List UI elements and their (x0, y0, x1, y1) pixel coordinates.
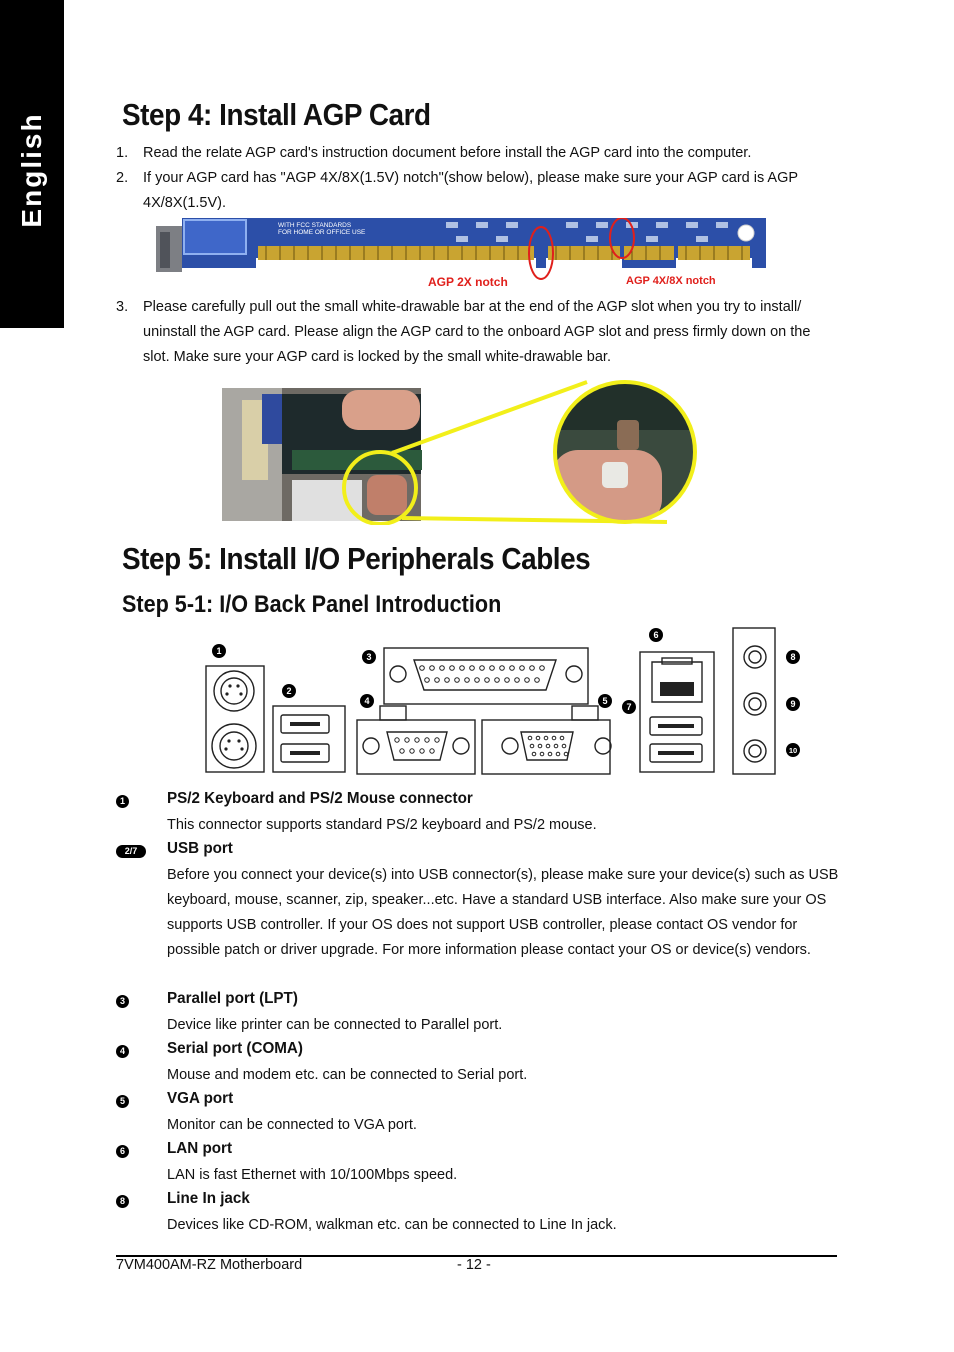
legend-desc-ps2: This connector supports standard PS/2 keyboard and PS/2 mouse. (167, 817, 597, 833)
svg-text:9: 9 (790, 699, 796, 709)
svg-text:10: 10 (788, 746, 798, 755)
panel-marker-6 (649, 628, 663, 642)
legend-marker-6: 6 (116, 1143, 162, 1158)
step5-subtitle: Step 5-1: I/O Back Panel Introduction (122, 591, 502, 618)
panel-marker-2 (282, 684, 296, 698)
pcb-text-1: WITH FCC STANDARDS (278, 222, 352, 229)
step4-item-2-text: If your AGP card has "AGP 4X/8X(1.5V) notch"(show below), please make sure your AGP card is AGP 4X/8X(1.5V). (143, 170, 798, 211)
legend-desc-serial: Mouse and modem etc. can be connected to Serial port. (167, 1067, 528, 1083)
legend-desc-lan: LAN is fast Ethernet with 10/100Mbps speed. (167, 1167, 458, 1183)
panel-marker-4 (360, 694, 374, 708)
svg-text:5: 5 (602, 696, 608, 706)
legend-desc-usb: Before you connect your device(s) into USB connector(s), please make sure your device(s) such as USB keyboard, mouse, scanner, zip, speaker...etc. Have a standard USB interface. Also make sure your OS supports USB controller. If your OS does not support USB controller, please contact OS vendor for possible patch or driver upgrade. For more information please contact your OS or device(s) vendors. (167, 867, 839, 958)
audio-block (733, 628, 775, 774)
agp-card-figure (156, 218, 768, 288)
language-tab (0, 0, 64, 328)
legend-title-line-in: Line In jack (167, 1190, 250, 1207)
card-pcb (182, 218, 766, 268)
legend-title-vga: VGA port (167, 1090, 234, 1107)
legend-title-usb: USB port (167, 840, 233, 857)
pcb-text-2: FOR HOME OR OFFICE USE (278, 229, 366, 236)
legend-marker-4: 4 (116, 1043, 162, 1058)
notch-4x8x-label: AGP 4X/8X notch (626, 275, 716, 287)
step4-item-1-text: Read the relate AGP card's instruction document before install the AGP card into the computer. (143, 145, 752, 161)
svg-text:7: 7 (626, 702, 632, 712)
footer-product: 7VM400AM-RZ Motherboard (116, 1257, 303, 1273)
legend-marker-2-7: 2/7 (116, 843, 162, 858)
step4-title: Step 4: Install AGP Card (122, 97, 431, 132)
svg-text:4: 4 (364, 696, 370, 706)
legend-title-serial: Serial port (COMA) (167, 1040, 303, 1057)
footer-page-number: - 12 - (457, 1257, 491, 1273)
legend-title-parallel: Parallel port (LPT) (167, 990, 298, 1007)
panel-marker-10 (786, 743, 800, 757)
legend-desc-parallel: Device like printer can be connected to Parallel port. (167, 1017, 503, 1033)
step4-item-3-num: 3. (116, 299, 129, 315)
panel-marker-7 (622, 700, 636, 714)
panel-marker-9 (786, 697, 800, 711)
legend-marker-5: 5 (116, 1093, 162, 1108)
legend-desc-vga: Monitor can be connected to VGA port. (167, 1117, 417, 1133)
step5-title: Step 5: Install I/O Peripherals Cables (122, 541, 591, 576)
language-label: English (16, 112, 47, 228)
step4-item-2-num: 2. (116, 170, 129, 186)
svg-text:2: 2 (286, 686, 292, 696)
serial-block (357, 720, 475, 774)
legend-desc-line-in: Devices like CD-ROM, walkman etc. can be connected to Line In jack. (167, 1217, 617, 1233)
panel-marker-5 (598, 694, 612, 708)
legend-marker-8: 8 (116, 1193, 162, 1208)
svg-text:1: 1 (216, 646, 222, 656)
svg-text:3: 3 (366, 652, 372, 662)
panel-marker-8 (786, 650, 800, 664)
legend-marker-1: 1 (116, 793, 162, 808)
legend-title-ps2: PS/2 Keyboard and PS/2 Mouse connector (167, 790, 473, 807)
io-back-panel-diagram (200, 622, 810, 780)
notch-2x-label: AGP 2X notch (428, 275, 508, 288)
parallel-block (384, 648, 588, 704)
svg-text:8: 8 (790, 652, 796, 662)
step4-item-3-text: Please carefully pull out the small white-drawable bar at the end of the AGP slot when you try to install/ uninstall the AGP card. Please align the AGP card to the onboard AGP slot and press firmly down on the slot. Make sure your AGP card is locked by the small white-drawable bar. (143, 299, 811, 365)
legend-marker-3: 3 (116, 993, 162, 1008)
svg-text:6: 6 (653, 630, 659, 640)
panel-marker-3 (362, 650, 376, 664)
legend-title-lan: LAN port (167, 1140, 233, 1157)
agp-install-photo (222, 380, 700, 525)
panel-marker-1 (212, 644, 226, 658)
step4-item-1-num: 1. (116, 145, 129, 161)
